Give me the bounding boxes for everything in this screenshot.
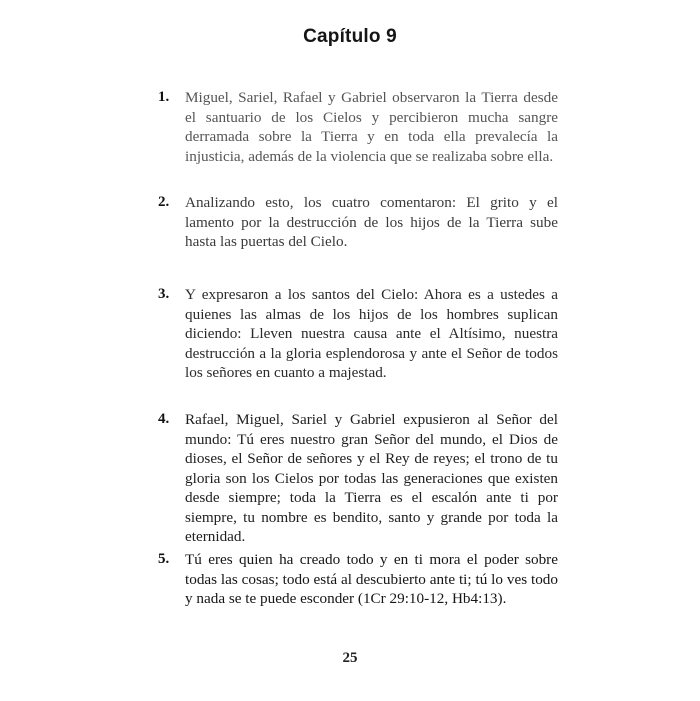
verse-text: Rafael, Miguel, Sariel y Gabriel expusieron al Señor del mundo: Tú eres nuestro gran Señor del mundo, el Dios de dioses, el Señor de señores y el Rey de reyes; el trono de tu gloria son los Cielos por todas las generaciones que existen desde siempre; toda la Tierra es el escalón ante ti por siempre, tu nombre es bendito, santo y grande por toda la eternidad. — [185, 411, 558, 545]
page-number: 25 — [342, 650, 358, 666]
verse-4 — [158, 410, 558, 547]
verse-number: 3. — [158, 286, 170, 302]
verse-number: 4. — [158, 411, 170, 427]
verse-number: 2. — [158, 194, 170, 210]
verse-1 — [158, 88, 558, 166]
verse-2 — [158, 193, 558, 252]
verse-number: 1. — [158, 89, 170, 105]
verse-text: Analizando esto, los cuatro comentaron: El grito y el lamento por la destrucción de los hijos de la Tierra sube hasta las puertas del Cielo. — [185, 194, 558, 250]
verse-5 — [158, 550, 558, 609]
verse-text: Miguel, Sariel, Rafael y Gabriel observaron la Tierra desde el santuario de los Cielos y percibieron mucha sangre derramada sobre la Tierra y en toda ella prevalecía la injusticia, además de la violencia que se realizaba sobre ella. — [185, 89, 558, 165]
verse-text: Tú eres quien ha creado todo y en ti mora el poder sobre todas las cosas; todo está al descubierto ante ti; tú lo ves todo y nada se te puede esconder (1Cr 29:10-12, Hb4:13). — [185, 551, 558, 607]
verse-3 — [158, 285, 558, 383]
verse-number: 5. — [158, 551, 170, 567]
verse-text: Y expresaron a los santos del Cielo: Ahora es a ustedes a quienes las almas de los hijos de los hombres suplican diciendo: Lleven nuestra causa ante el Altísimo, nuestra destrucción a la gloria esplendorosa y ante el Señor de todos los señores en cuanto a majestad. — [185, 286, 558, 381]
chapter-title: Capítulo 9 — [303, 26, 397, 47]
